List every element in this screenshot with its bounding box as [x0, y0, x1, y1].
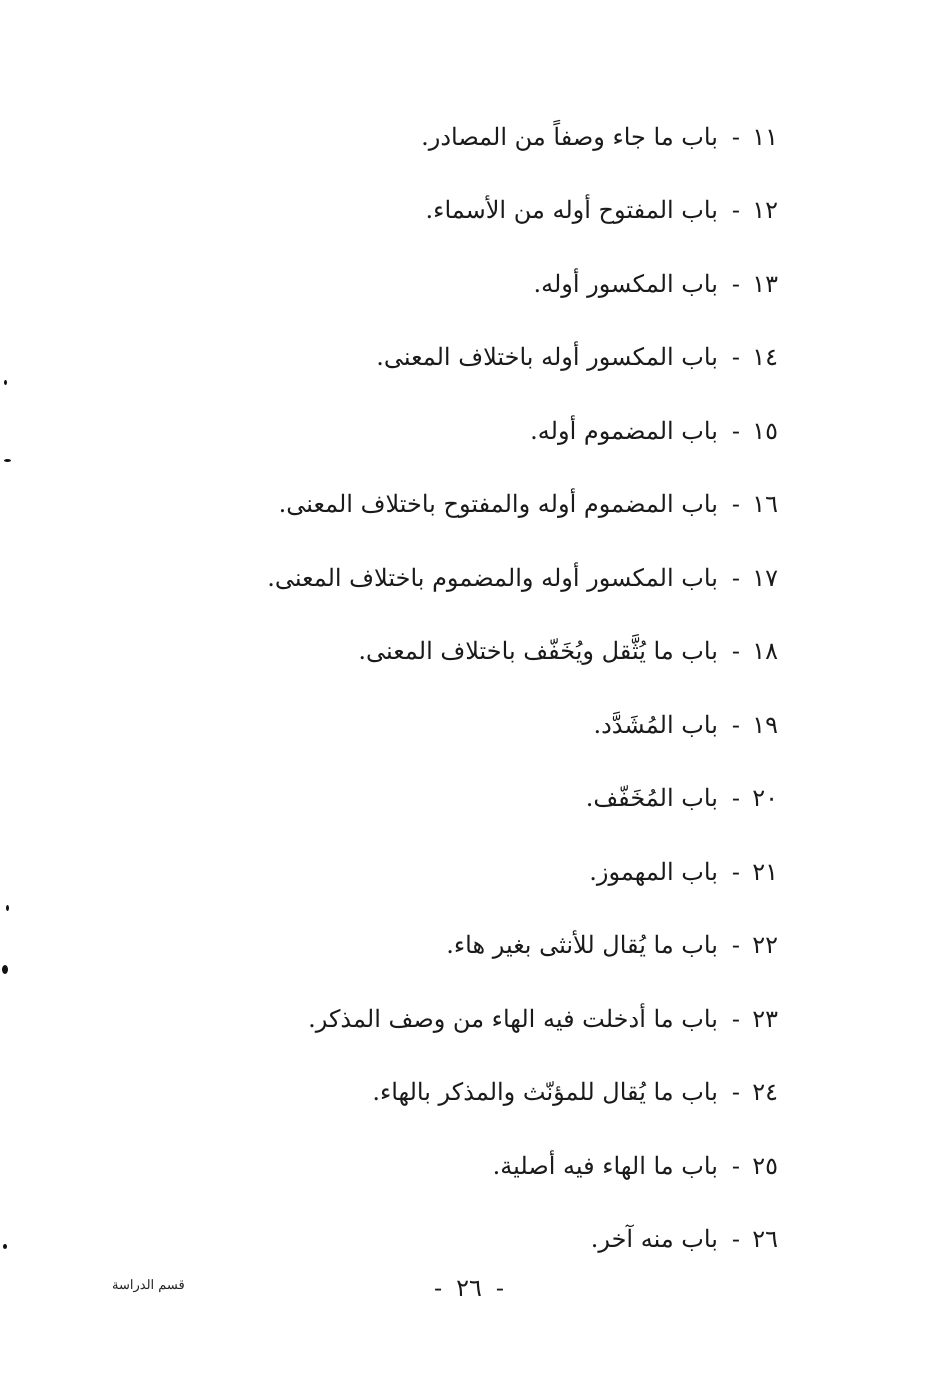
dash-separator: -: [731, 416, 740, 445]
chapter-number: ٢١: [752, 857, 778, 886]
dash-separator: -: [731, 1225, 740, 1254]
list-item: [178, 1203, 778, 1277]
chapter-number: ١١: [752, 122, 778, 151]
list-item: [178, 541, 778, 615]
list-item: [178, 321, 778, 395]
chapter-number: ١٦: [752, 490, 778, 519]
chapter-title: باب ما جاء وصفاً من المصادر.: [421, 122, 718, 151]
scan-mark: [4, 380, 7, 385]
list-item: [178, 100, 778, 174]
chapter-title: باب ما يُقال للأنثى بغير هاء.: [446, 931, 718, 960]
list-item: [178, 174, 778, 248]
chapter-title: باب المُشَدَّد.: [593, 710, 718, 739]
list-item: [178, 835, 778, 909]
list-item: [178, 468, 778, 542]
dash-separator: -: [731, 1004, 740, 1033]
chapter-number: ١٥: [752, 416, 778, 445]
dash-separator: -: [731, 1151, 740, 1180]
scan-mark: [6, 905, 9, 911]
chapter-number: ١٣: [752, 269, 778, 298]
chapter-title: باب المكسور أوله.: [533, 269, 718, 298]
chapter-title: باب المضموم أوله.: [530, 416, 718, 445]
chapter-number: ٢٦: [752, 1225, 778, 1254]
dash-separator: -: [731, 343, 740, 372]
list-item: [178, 1056, 778, 1130]
chapter-title: باب المكسور أوله والمضموم باختلاف المعنى.: [267, 563, 718, 592]
dash-separator: -: [731, 931, 740, 960]
dash-separator: -: [731, 196, 740, 225]
section-label: قسم الدراسة: [112, 1278, 185, 1293]
chapter-title: باب المهموز.: [589, 857, 718, 886]
scan-mark: [3, 1244, 7, 1249]
page-number-value: ٢٦: [456, 1274, 482, 1302]
dash-separator: -: [434, 1274, 443, 1302]
chapter-number: ١٧: [752, 563, 778, 592]
list-item: [178, 982, 778, 1056]
list-item: [178, 247, 778, 321]
list-item: [178, 1129, 778, 1203]
chapter-number: ٢٥: [752, 1151, 778, 1180]
list-item: [178, 909, 778, 983]
dash-separator: -: [731, 122, 740, 151]
chapter-title: باب المضموم أوله والمفتوح باختلاف المعنى.: [278, 490, 718, 519]
chapter-number: ١٨: [752, 637, 778, 666]
list-item: [178, 688, 778, 762]
chapter-title: باب المفتوح أوله من الأسماء.: [425, 196, 718, 225]
dash-separator: -: [731, 1078, 740, 1107]
chapter-number: ٢٤: [752, 1078, 778, 1107]
chapter-title: باب ما الهاء فيه أصلية.: [492, 1151, 718, 1180]
list-item: [178, 615, 778, 689]
chapter-number: ١٤: [752, 343, 778, 372]
chapter-title: باب منه آخر.: [590, 1225, 718, 1254]
dash-separator: -: [731, 563, 740, 592]
chapter-number: ٢٠: [752, 784, 778, 813]
chapter-number: ١٩: [752, 710, 778, 739]
chapter-title: باب ما يُثَّقل ويُخَفّف باختلاف المعنى.: [358, 637, 718, 666]
chapter-number: ٢٢: [752, 931, 778, 960]
dash-separator: -: [731, 857, 740, 886]
chapter-title: باب ما أدخلت فيه الهاء من وصف المذكر.: [308, 1004, 718, 1033]
dash-separator: -: [731, 490, 740, 519]
dash-separator: -: [731, 784, 740, 813]
dash-separator: -: [731, 710, 740, 739]
dash-separator: -: [495, 1274, 504, 1302]
chapter-title: باب ما يُقال للمؤنّث والمذكر بالهاء.: [372, 1078, 718, 1107]
scan-mark: [2, 965, 8, 974]
chapter-number: ٢٣: [752, 1004, 778, 1033]
chapter-number: ١٢: [752, 196, 778, 225]
chapter-title: باب المُخَفّف.: [585, 784, 718, 813]
list-item: [178, 394, 778, 468]
scan-mark: [4, 459, 11, 462]
chapter-title: باب المكسور أوله باختلاف المعنى.: [376, 343, 718, 372]
chapter-list: [178, 100, 778, 1276]
dash-separator: -: [731, 637, 740, 666]
list-item: [178, 762, 778, 836]
dash-separator: -: [731, 269, 740, 298]
